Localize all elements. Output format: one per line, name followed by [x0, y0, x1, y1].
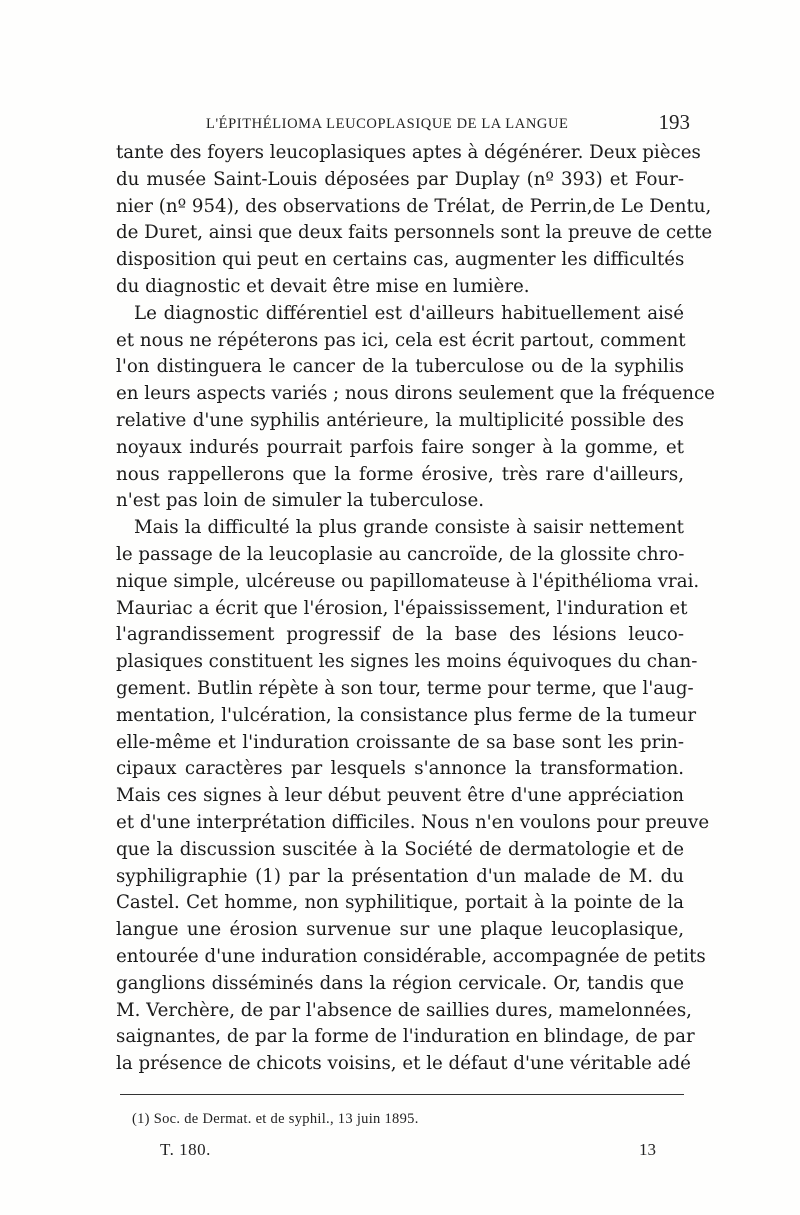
- text-line: du musée Saint-Louis déposées par Duplay (nº 393) et Four-: [116, 168, 684, 190]
- footnote-divider: [120, 1094, 684, 1095]
- footnote: (1) Soc. de Dermat. et de syphil., 13 juin 1895.: [132, 1111, 419, 1127]
- text-line: nique simple, ulcéreuse ou papillomateuse à l'épithélioma vrai.: [116, 570, 700, 592]
- text-line: nous rappellerons que la forme érosive, très rare d'ailleurs,: [116, 463, 684, 485]
- text-line: l'on distinguera le cancer de la tuberculose ou de la syphilis: [116, 356, 684, 378]
- text-line: mentation, l'ulcération, la consistance plus ferme de la tumeur: [116, 704, 697, 726]
- text-line: saignantes, de par la forme de l'induration en blindage, de par: [116, 1026, 695, 1048]
- text-line: gement. Butlin répète à son tour, terme pour terme, que l'aug-: [116, 677, 694, 699]
- running-head: [116, 110, 690, 140]
- text-line: Mauriac a écrit que l'érosion, l'épaississement, l'induration et: [116, 597, 688, 619]
- text-line: et nous ne répéterons pas ici, cela est écrit partout, comment: [116, 329, 686, 351]
- text-line: le passage de la leucoplasie au cancroïde, de la glossite chro-: [116, 543, 685, 565]
- text-line: elle-même et l'induration croissante de sa base sont les prin-: [116, 731, 684, 753]
- sheet-number: 13: [639, 1140, 656, 1159]
- text-line: M. Verchère, de par l'absence de saillies dures, mamelonnées,: [116, 999, 692, 1021]
- text-line: Mais la difficulté la plus grande consiste à saisir nettement: [134, 517, 684, 539]
- text-line: tante des foyers leucoplasiques aptes à dégénérer. Deux pièces: [116, 142, 701, 163]
- text-line: Mais ces signes à leur début peuvent être d'une appréciation: [116, 785, 684, 807]
- text-line: et d'une interprétation difficiles. Nous n'en voulons pour preuve: [116, 811, 710, 833]
- signature-mark: T. 180.: [160, 1140, 211, 1159]
- text-line: la présence de chicots voisins, et le défaut d'une véritable adé: [116, 1053, 691, 1075]
- text-line: cipaux caractères par lesquels s'annonce la transformation.: [116, 758, 684, 780]
- text-line: syphiligraphie (1) par la présentation d'un malade de M. du: [116, 865, 684, 887]
- text-line: de Duret, ainsi que deux faits personnels sont la preuve de cette: [116, 222, 713, 244]
- body-text: [116, 140, 715, 1078]
- text-line: ganglions disséminés dans la région cervicale. Or, tandis que: [116, 972, 684, 994]
- page-number: 193: [658, 110, 690, 134]
- text-line: en leurs aspects variés ; nous dirons seulement que la fréquence: [116, 383, 715, 405]
- text-line: relative d'une syphilis antérieure, la multiplicité possible des: [116, 409, 684, 431]
- text-line: disposition qui peut en certains cas, augmenter les difficultés: [116, 249, 685, 271]
- text-line: l'agrandissement progressif de la base des lésions leuco-: [116, 624, 684, 646]
- text-line: plasiques constituent les signes les moins équivoques du chan-: [116, 651, 698, 673]
- text-line: nier (nº 954), des observations de Trélat, de Perrin,de Le Dentu,: [116, 195, 712, 217]
- text-line: langue une érosion survenue sur une plaque leucoplasique,: [116, 919, 684, 941]
- text-line: que la discussion suscitée à la Société de dermatologie et de: [116, 838, 684, 860]
- text-line: Le diagnostic différentiel est d'ailleurs habituellement aisé: [134, 302, 684, 324]
- text-line: n'est pas loin de simuler la tuberculose.: [116, 490, 485, 512]
- text-line: entourée d'une induration considérable, accompagnée de petits: [116, 945, 706, 967]
- text-line: noyaux indurés pourrait parfois faire songer à la gomme, et: [116, 436, 684, 458]
- text-line: du diagnostic et devait être mise en lumière.: [116, 275, 530, 297]
- running-title: L'ÉPITHÉLIOMA LEUCOPLASIQUE DE LA LANGUE: [206, 116, 569, 132]
- text-line: Castel. Cet homme, non syphilitique, portait à la pointe de la: [116, 892, 684, 914]
